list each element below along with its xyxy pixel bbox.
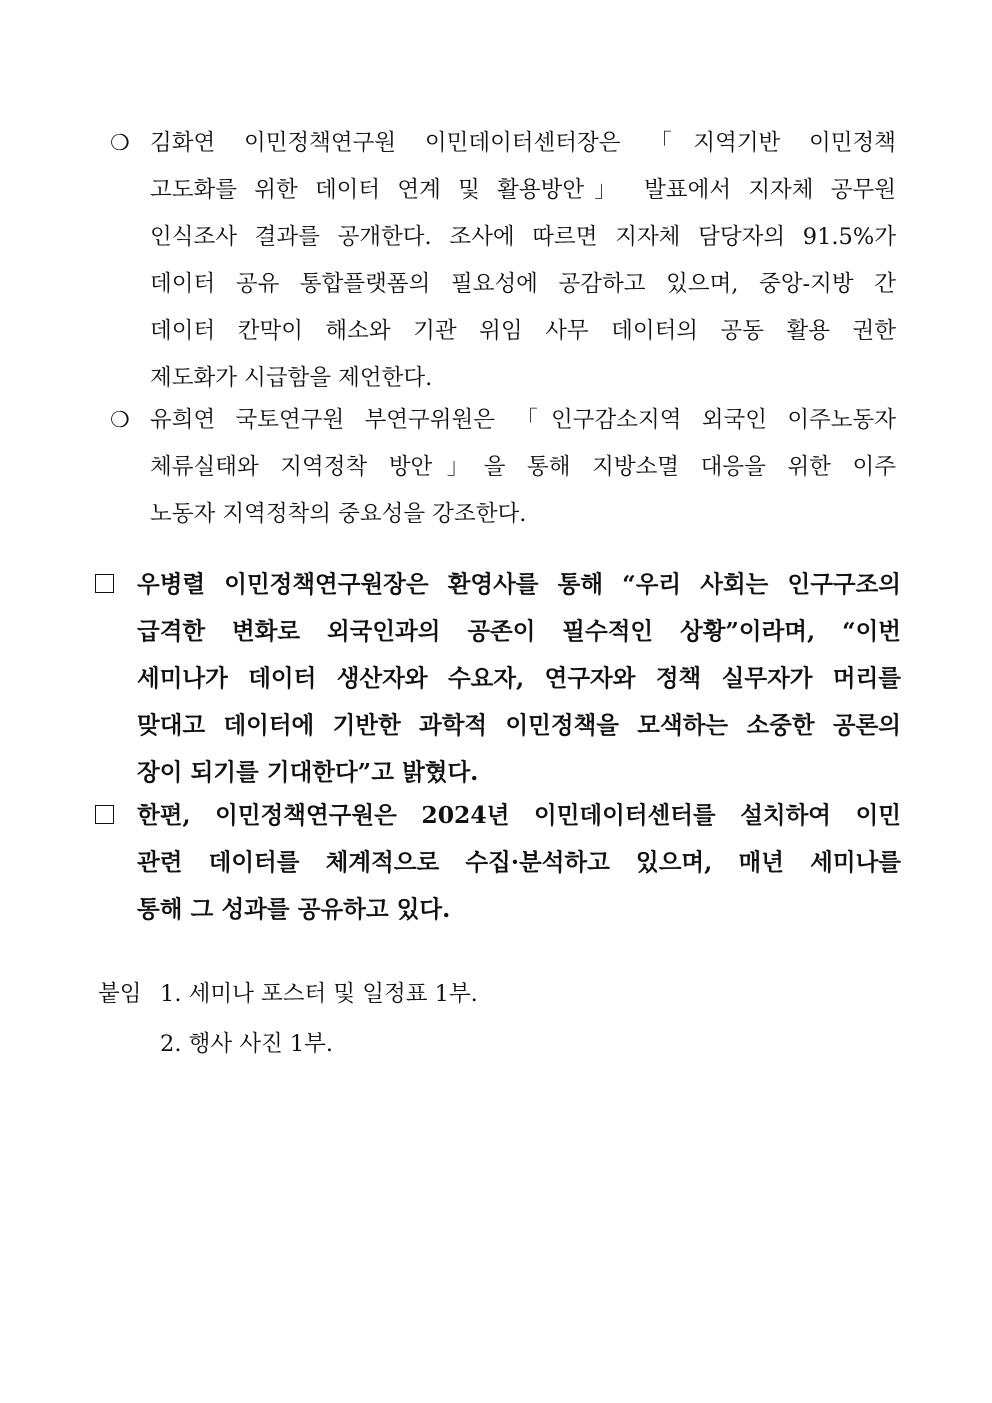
text-line: 급격한 변화로 외국인과의 공존이 필수적인 상황”이라며, “이번: [137, 617, 901, 645]
text-line: 유희연 국토연구원 부연구위원은 「인구감소지역 외국인 이주노동자: [150, 407, 896, 433]
attachment-list: [98, 971, 478, 1018]
circle-bullet-icon: ❍: [110, 408, 130, 433]
text-line: 관련 데이터를 체계적으로 수집·분석하고 있으며, 매년 세미나를: [137, 848, 901, 876]
attachment-item: 1. 세미나 포스터 및 일정표 1부.: [160, 981, 478, 1007]
text-line: 노동자 지역정착의 중요성을 강조한다.: [150, 501, 527, 527]
text-line: 고도화를 위한 데이터 연계 및 활용방안」 발표에서 지자체 공무원: [150, 177, 896, 203]
square-bullet-icon: [95, 574, 114, 593]
text-line: 김화연 이민정책연구원 이민데이터센터장은 「지역기반 이민정책: [150, 130, 896, 156]
text-line: 우병렬 이민정책연구원장은 환영사를 통해 “우리 사회는 인구구조의: [137, 570, 901, 598]
square-bullet-icon: [95, 805, 114, 824]
text-line: 체류실태와 지역정착 방안」을 통해 지방소멸 대응을 위한 이주: [150, 454, 896, 480]
text-line: 데이터 칸막이 해소와 기관 위임 사무 데이터의 공동 활용 권한: [150, 318, 896, 344]
main-bullet-text: [137, 561, 901, 796]
main-bullet-text: [137, 792, 901, 933]
text-line: 제도화가 시급함을 제언한다.: [150, 365, 433, 391]
attachment-item: 2. 행사 사진 1부.: [160, 1031, 334, 1057]
text-line: 맞대고 데이터에 기반한 과학적 이민정책을 모색하는 소중한 공론의: [137, 711, 901, 739]
circle-bullet-icon: ❍: [110, 131, 130, 156]
text-line: 한편, 이민정책연구원은 2024년 이민데이터센터를 설치하여 이민: [137, 801, 901, 829]
attachment-label: 붙임: [98, 981, 142, 1007]
text-line: 인식조사 결과를 공개한다. 조사에 따르면 지자체 담당자의 91.5%가: [150, 224, 896, 250]
text-line: 장이 되기를 기대한다”고 밝혔다.: [137, 758, 479, 786]
sub-bullet-text: [150, 120, 896, 402]
attachment-item-row: [160, 1021, 333, 1068]
text-line: 데이터 공유 통합플랫폼의 필요성에 공감하고 있으며, 중앙-지방 간: [150, 271, 896, 297]
sub-bullet-text: [150, 397, 896, 538]
text-line: 세미나가 데이터 생산자와 수요자, 연구자와 정책 실무자가 머리를: [137, 664, 901, 692]
text-line: 통해 그 성과를 공유하고 있다.: [137, 895, 451, 923]
